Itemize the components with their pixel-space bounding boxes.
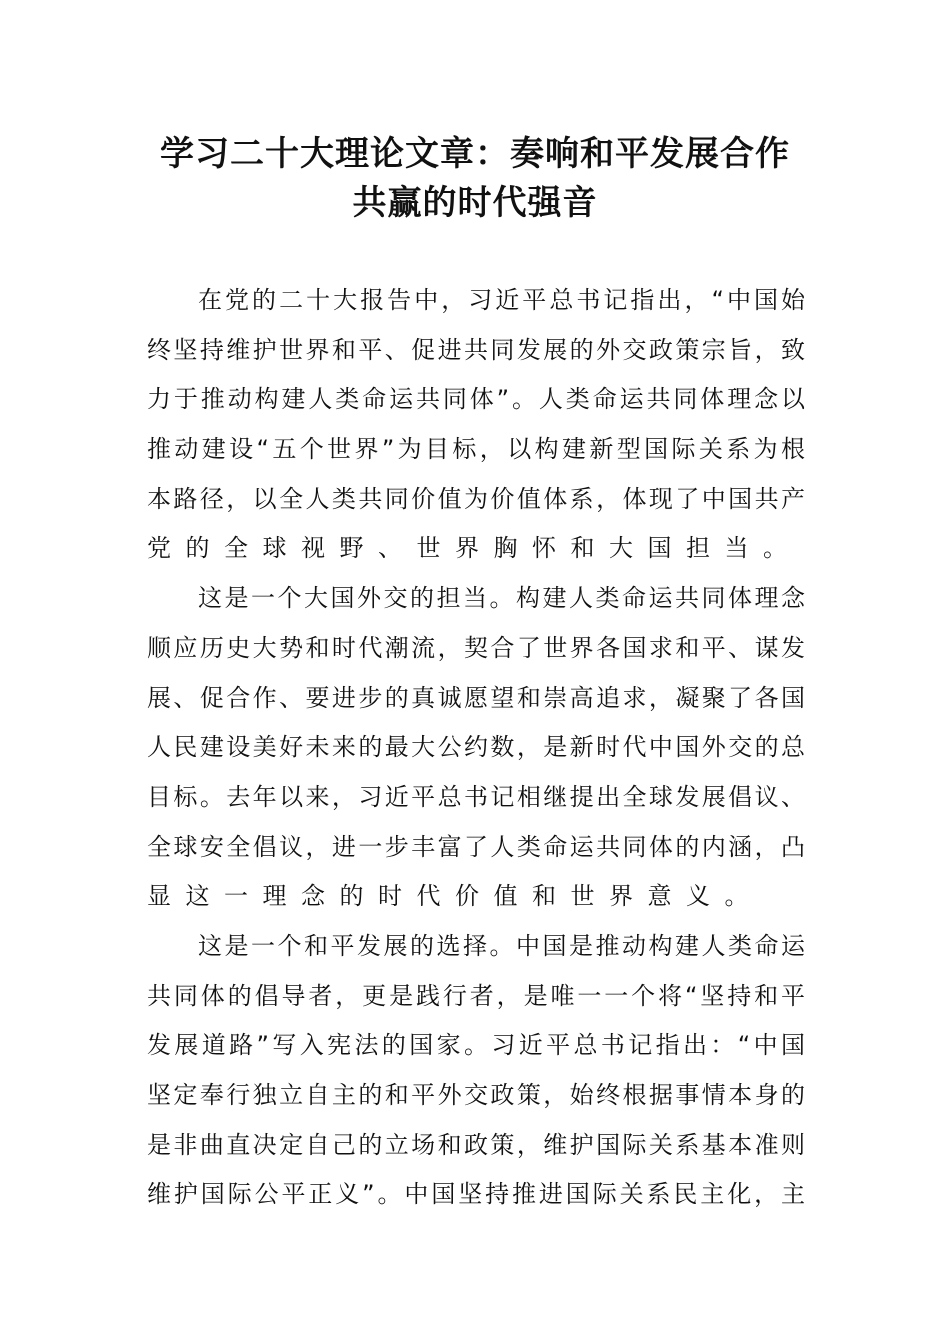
paragraph-line: 终坚持维护世界和平、促进共同发展的外交政策宗旨，致 [147,335,805,364]
paragraph-line: 力于推动构建人类命运共同体”。人类命运共同体理念以 [147,385,805,414]
paragraph-line: 显这一理念的时代价值和世界意义。 [147,882,763,911]
paragraph-line: 顺应历史大势和时代潮流，契合了世界各国求和平、谋发 [147,633,805,662]
paragraph-line: 在党的二十大报告中，习近平总书记指出，“中国始 [198,286,805,314]
document-body [147,283,805,1227]
paragraph-line: 维护国际公平正义”。中国坚持推进国际关系民主化，主 [147,1180,805,1209]
paragraph-line: 全球安全倡议，进一步丰富了人类命运共同体的内涵，凸 [147,832,805,861]
paragraph-line: 这是一个和平发展的选择。中国是推动构建人类命运 [198,931,805,960]
paragraph [147,929,805,1227]
paragraph-line: 本路径，以全人类共同价值为价值体系，体现了中国共产 [147,484,805,513]
paragraph-line: 展、促合作、要进步的真诚愿望和崇高追求，凝聚了各国 [147,683,805,712]
paragraph-line: 人民建设美好未来的最大公约数，是新时代中国外交的总 [147,733,805,762]
paragraph-line: 党的全球视野、世界胸怀和大国担当。 [147,534,802,563]
paragraph-line: 这是一个大国外交的担当。构建人类命运共同体理念 [198,584,805,613]
document-title-line-1: 学习二十大理论文章：奏响和平发展合作 [160,134,790,174]
document-title-line-2: 共赢的时代强音 [352,183,598,223]
paragraph-line: 共同体的倡导者，更是践行者，是唯一一个将“坚持和平 [147,981,805,1010]
paragraph-line: 发展道路”写入宪法的国家。习近平总书记指出：“中国 [147,1031,805,1060]
paragraph [147,581,805,929]
paragraph-line: 推动建设“五个世界”为目标，以构建新型国际关系为根 [147,435,805,464]
paragraph-line: 坚定奉行独立自主的和平外交政策，始终根据事情本身的 [147,1081,805,1109]
paragraph-line: 是非曲直决定自己的立场和政策，维护国际关系基本准则 [147,1130,805,1159]
paragraph-line: 目标。去年以来，习近平总书记相继提出全球发展倡议、 [147,782,805,811]
paragraph [147,283,805,581]
